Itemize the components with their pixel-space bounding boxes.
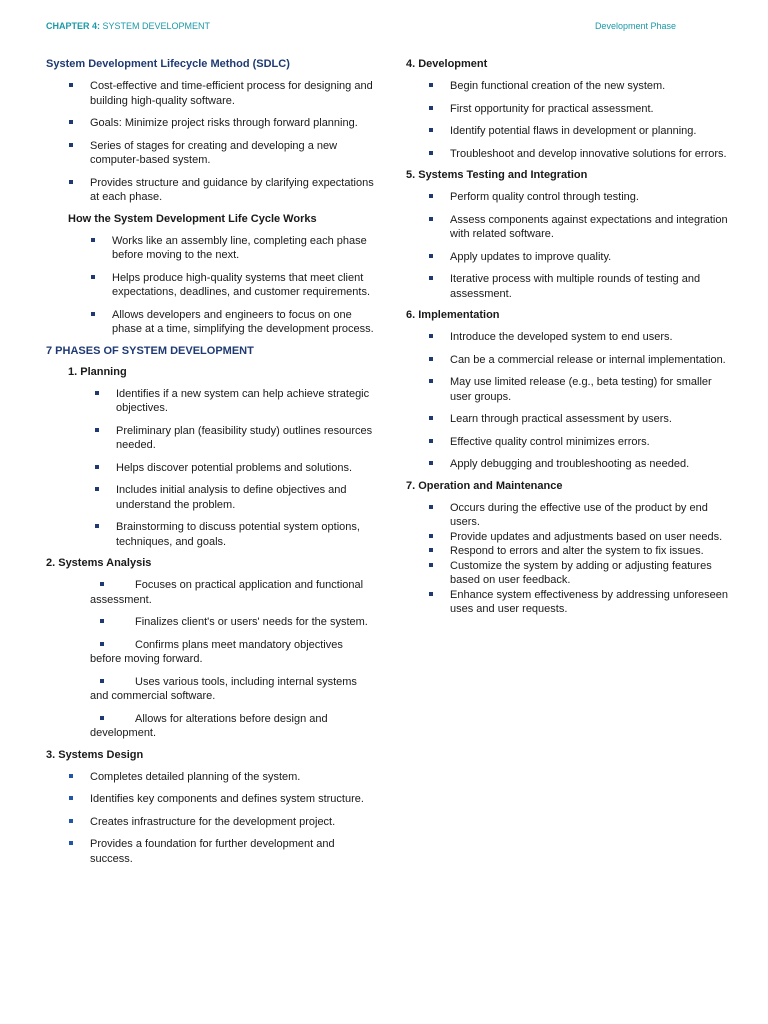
- square-bullet-icon: [429, 151, 433, 155]
- list-item: Helps produce high-quality systems that meet client expectations, deadlines, and customer requirements.: [112, 271, 376, 300]
- square-bullet-icon: [91, 275, 95, 279]
- analysis-heading: 2. Systems Analysis: [46, 557, 152, 569]
- square-bullet-icon: [69, 774, 73, 778]
- list-item: Goals: Minimize project risks through forward planning.: [90, 116, 376, 131]
- sdlc-list: [46, 79, 376, 205]
- square-bullet-icon: [69, 143, 73, 147]
- list-item: May use limited release (e.g., beta testing) for smaller user groups.: [450, 375, 736, 404]
- list-item: Identify potential flaws in development or planning.: [450, 124, 736, 139]
- list-item: Brainstorming to discuss potential system options, techniques, and goals.: [116, 520, 376, 549]
- square-bullet-icon: [95, 391, 99, 395]
- square-bullet-icon: [69, 796, 73, 800]
- list-item: Provides structure and guidance by clarifying expectations at each phase.: [90, 176, 376, 205]
- list-item: Allows for alterations before design and development.: [90, 712, 328, 739]
- list-item: Includes initial analysis to define objectives and understand the problem.: [116, 483, 376, 512]
- list-item: Apply debugging and troubleshooting as needed.: [450, 457, 736, 472]
- chapter-label: CHAPTER 4:: [46, 21, 101, 31]
- square-bullet-icon: [429, 217, 433, 221]
- list-item: Troubleshoot and develop innovative solutions for errors.: [450, 147, 736, 162]
- square-bullet-icon: [429, 461, 433, 465]
- list-item: Works like an assembly line, completing each phase before moving to the next.: [112, 234, 376, 263]
- development-heading: 4. Development: [406, 58, 488, 70]
- list-item: Customize the system by adding or adjusting features based on user feedback.: [450, 559, 736, 588]
- planning-heading: 1. Planning: [68, 365, 127, 378]
- list-item: Finalizes client's or users' needs for the system.: [90, 615, 376, 630]
- list-item: Preliminary plan (feasibility study) outlines resources needed.: [116, 424, 376, 453]
- right-column: [406, 58, 736, 617]
- list-item: Respond to errors and alter the system to fix issues.: [450, 544, 736, 559]
- square-bullet-icon: [69, 180, 73, 184]
- square-bullet-icon: [91, 238, 95, 242]
- square-bullet-icon: [429, 563, 433, 567]
- list-item: Helps discover potential problems and solutions.: [116, 461, 376, 476]
- list-item: Begin functional creation of the new system.: [450, 79, 736, 94]
- list-item: Focuses on practical application and functional assessment.: [90, 579, 364, 606]
- list-item: Provides a foundation for further development and success.: [90, 837, 376, 866]
- testing-heading: 5. Systems Testing and Integration: [406, 169, 588, 181]
- square-bullet-icon: [429, 379, 433, 383]
- chapter-title: SYSTEM DEVELOPMENT: [102, 21, 211, 31]
- operation-list: [406, 501, 736, 617]
- square-bullet-icon: [429, 592, 433, 596]
- sdlc-heading: System Development Lifecycle Method (SDLC): [46, 58, 290, 70]
- list-item: Introduce the developed system to end users.: [450, 330, 736, 345]
- list-item: Series of stages for creating and developing a new computer-based system.: [90, 139, 376, 168]
- how-list: [46, 234, 376, 337]
- list-item: Completes detailed planning of the system.: [90, 770, 376, 785]
- list-item: Identifies if a new system can help achieve strategic objectives.: [116, 387, 376, 416]
- square-bullet-icon: [100, 642, 104, 646]
- list-item: Identifies key components and defines system structure.: [90, 792, 376, 807]
- square-bullet-icon: [429, 106, 433, 110]
- list-item: Provide updates and adjustments based on user needs.: [450, 530, 736, 545]
- square-bullet-icon: [429, 548, 433, 552]
- testing-list: [406, 190, 736, 301]
- square-bullet-icon: [429, 334, 433, 338]
- list-item: Can be a commercial release or internal implementation.: [450, 353, 736, 368]
- phases-heading: 7 PHASES OF SYSTEM DEVELOPMENT: [46, 344, 254, 357]
- list-item: Uses various tools, including internal systems and commercial software.: [90, 675, 357, 702]
- list-item: Cost-effective and time-efficient process for designing and building high-quality software.: [90, 79, 376, 108]
- implementation-list: [406, 330, 736, 472]
- square-bullet-icon: [100, 716, 104, 720]
- list-item: Effective quality control minimizes errors.: [450, 435, 736, 450]
- analysis-list: [46, 578, 376, 741]
- section-label: Development Phase: [594, 21, 676, 31]
- square-bullet-icon: [95, 524, 99, 528]
- square-bullet-icon: [69, 83, 73, 87]
- square-bullet-icon: [95, 428, 99, 432]
- list-item: Iterative process with multiple rounds of testing and assessment.: [450, 272, 736, 301]
- square-bullet-icon: [429, 128, 433, 132]
- square-bullet-icon: [429, 534, 433, 538]
- list-item: Allows developers and engineers to focus on one phase at a time, simplifying the development process.: [112, 308, 376, 337]
- square-bullet-icon: [95, 487, 99, 491]
- square-bullet-icon: [429, 276, 433, 280]
- square-bullet-icon: [95, 465, 99, 469]
- implementation-heading: 6. Implementation: [406, 309, 500, 321]
- square-bullet-icon: [429, 505, 433, 509]
- how-heading: How the System Development Life Cycle Works: [68, 212, 317, 225]
- list-item: Assess components against expectations and integration with related software.: [450, 213, 736, 242]
- list-item: Enhance system effectiveness by addressing unforeseen uses and user requests.: [450, 588, 736, 617]
- square-bullet-icon: [429, 439, 433, 443]
- square-bullet-icon: [100, 679, 104, 683]
- list-item: Learn through practical assessment by users.: [450, 412, 736, 427]
- list-item: First opportunity for practical assessment.: [450, 102, 736, 117]
- list-item: Occurs during the effective use of the product by end users.: [450, 501, 736, 530]
- left-column: [46, 58, 376, 874]
- square-bullet-icon: [100, 619, 104, 623]
- development-list: [406, 79, 736, 161]
- square-bullet-icon: [69, 120, 73, 124]
- operation-heading: 7. Operation and Maintenance: [406, 479, 563, 492]
- design-list: [46, 770, 376, 867]
- list-item: Confirms plans meet mandatory objectives before moving forward.: [90, 638, 343, 665]
- list-item: Creates infrastructure for the development project.: [90, 815, 376, 830]
- list-item: Apply updates to improve quality.: [450, 250, 736, 265]
- square-bullet-icon: [91, 312, 95, 316]
- square-bullet-icon: [69, 841, 73, 845]
- square-bullet-icon: [429, 357, 433, 361]
- planning-list: [46, 387, 376, 550]
- square-bullet-icon: [69, 819, 73, 823]
- square-bullet-icon: [100, 582, 104, 586]
- square-bullet-icon: [429, 254, 433, 258]
- square-bullet-icon: [429, 416, 433, 420]
- square-bullet-icon: [429, 83, 433, 87]
- square-bullet-icon: [429, 194, 433, 198]
- list-item: Perform quality control through testing.: [450, 190, 736, 205]
- design-heading: 3. Systems Design: [46, 748, 144, 761]
- page-header: [46, 21, 676, 31]
